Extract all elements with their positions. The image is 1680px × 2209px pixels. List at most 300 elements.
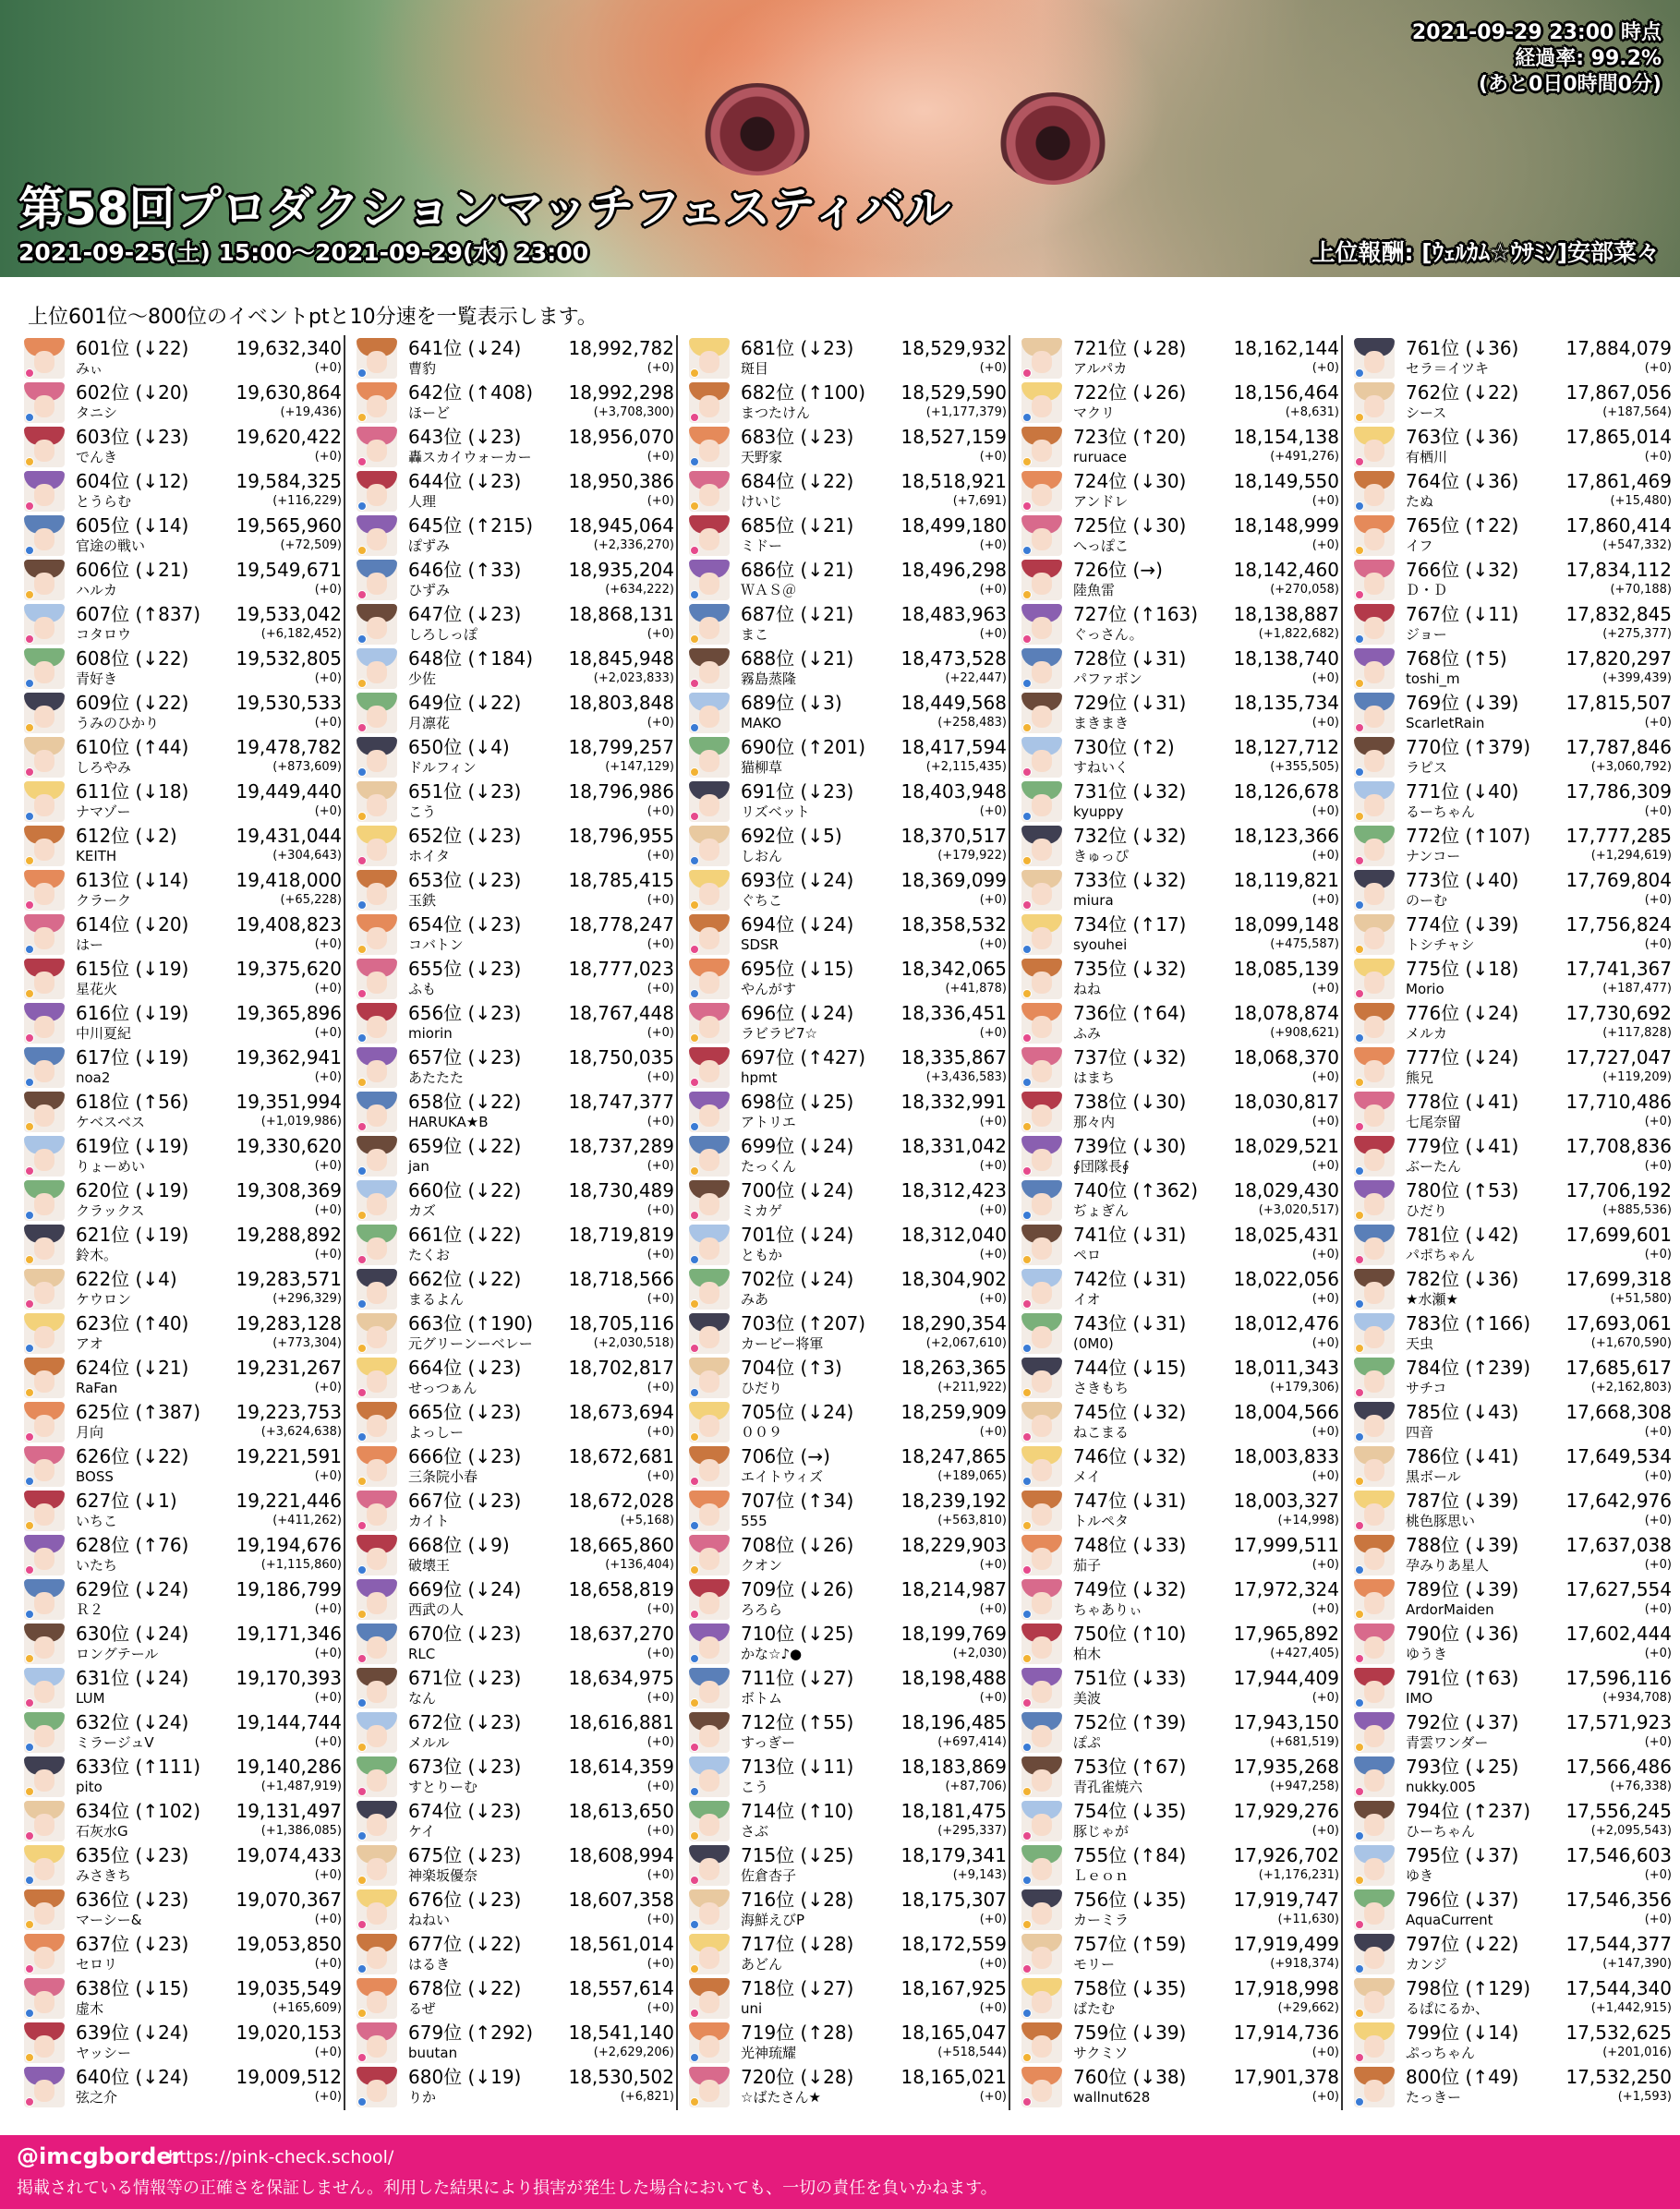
idol-avatar-icon <box>1354 604 1395 645</box>
player-name: しろしっぽ <box>408 626 478 643</box>
rank-label: 729位 (↓31) <box>1073 692 1187 714</box>
event-points: 18,868,131 <box>568 603 674 625</box>
idol-avatar-icon <box>689 826 730 866</box>
ranking-entry <box>24 690 349 734</box>
player-name: miorin <box>408 1025 453 1042</box>
rank-label: 739位 (↓30) <box>1073 1135 1187 1157</box>
ten-minute-gain: (+0) <box>1311 1159 1339 1173</box>
column-divider <box>676 335 678 2110</box>
ten-minute-gain: (+0) <box>314 2046 342 2059</box>
rank-label: 741位 (↓31) <box>1073 1224 1187 1246</box>
idol-avatar-icon <box>1021 1225 1062 1265</box>
idol-avatar-icon <box>1021 737 1062 778</box>
rank-label: 773位 (↓40) <box>1406 869 1519 891</box>
rank-label: 742位 (↓31) <box>1073 1268 1187 1290</box>
ranking-entry <box>1354 1709 1679 1754</box>
rank-label: 786位 (↓41) <box>1406 1445 1519 1467</box>
event-points: 18,167,925 <box>900 1977 1007 1999</box>
player-name: toshi_m <box>1406 670 1460 687</box>
ranking-entry <box>357 779 682 823</box>
ten-minute-gain: (+547,332) <box>1602 538 1672 552</box>
ten-minute-gain: (+0) <box>647 1070 674 1084</box>
ranking-entry <box>1021 335 1347 380</box>
idol-avatar-icon <box>689 1003 730 1044</box>
ten-minute-gain: (+399,439) <box>1602 671 1672 685</box>
player-name: まきまき <box>1073 715 1130 731</box>
ten-minute-gain: (+9,143) <box>952 1868 1007 1882</box>
rank-label: 743位 (↓31) <box>1073 1312 1187 1334</box>
attribute-badge-icon <box>1022 2053 1032 2062</box>
player-name: nukky.005 <box>1406 1779 1476 1795</box>
event-points: 18,358,532 <box>900 913 1007 936</box>
rank-label: 776位 (↓24) <box>1406 1002 1519 1024</box>
rank-label: 767位 (↓11) <box>1406 603 1519 625</box>
rank-label: 753位 (↑67) <box>1073 1756 1187 1778</box>
ten-minute-gain: (+0) <box>1311 1070 1339 1084</box>
rank-label: 781位 (↓42) <box>1406 1224 1519 1246</box>
idol-avatar-icon <box>24 1092 65 1132</box>
rank-label: 757位 (↑59) <box>1073 1933 1187 1955</box>
ranking-entry <box>1354 1931 1679 1975</box>
ranking-entry <box>24 1399 349 1443</box>
player-name: ほーど <box>408 404 451 421</box>
idol-avatar-icon <box>1354 1934 1395 1974</box>
attribute-badge-icon <box>690 1876 699 1885</box>
ranking-entry <box>357 1488 682 1532</box>
idol-avatar-icon <box>1021 515 1062 556</box>
rank-label: 787位 (↓39) <box>1406 1490 1519 1512</box>
event-points: 18,198,488 <box>900 1667 1007 1689</box>
attribute-badge-icon <box>690 413 699 422</box>
idol-avatar-icon <box>357 1712 397 1753</box>
attribute-badge-icon <box>1022 1964 1032 1974</box>
ten-minute-gain: (+8,631) <box>1285 405 1339 419</box>
player-name: すっぎー <box>741 1734 796 1751</box>
attribute-badge-icon <box>357 1787 367 1796</box>
rank-label: 770位 (↑379) <box>1406 736 1531 758</box>
ten-minute-gain: (+697,414) <box>937 1735 1007 1749</box>
player-name: jan <box>408 1158 429 1175</box>
player-name: ００９ <box>741 1424 783 1441</box>
ten-minute-gain: (+0) <box>1311 804 1339 818</box>
attribute-badge-icon <box>1355 812 1364 821</box>
ranking-entry <box>1354 1488 1679 1532</box>
ten-minute-gain: (+270,058) <box>1270 583 1339 597</box>
attribute-badge-icon <box>357 1964 367 1974</box>
attribute-badge-icon <box>1355 989 1364 998</box>
player-name: ナマゾー <box>76 803 131 820</box>
ranking-entry <box>24 1709 349 1754</box>
ranking-entry <box>1021 867 1347 911</box>
event-points: 18,518,921 <box>900 470 1007 492</box>
ten-minute-gain: (+634,222) <box>605 583 674 597</box>
ten-minute-gain: (+0) <box>647 1026 674 1040</box>
player-name: るーちゃん <box>1406 803 1476 820</box>
idol-avatar-icon <box>357 1845 397 1886</box>
event-points: 17,596,116 <box>1565 1667 1672 1689</box>
event-points: 19,070,367 <box>236 1889 342 1911</box>
ten-minute-gain: (+5,168) <box>620 1514 674 1527</box>
rank-label: 800位 (↑49) <box>1406 2066 1519 2088</box>
ten-minute-gain: (+1,177,379) <box>925 405 1007 419</box>
ranking-column <box>689 335 1014 2110</box>
attribute-badge-icon <box>1022 1565 1032 1575</box>
attribute-badge-icon <box>1022 1033 1032 1043</box>
event-points: 18,403,948 <box>900 780 1007 803</box>
player-name: 破壊王 <box>408 1557 451 1574</box>
rank-label: 611位 (↓18) <box>76 780 189 803</box>
attribute-badge-icon <box>1022 1610 1032 1619</box>
ten-minute-gain: (+0) <box>979 2001 1007 2015</box>
event-points: 18,239,192 <box>900 1490 1007 1512</box>
ten-minute-gain: (+0) <box>647 1602 674 1616</box>
event-points: 18,068,370 <box>1233 1046 1339 1068</box>
ranking-column <box>24 335 349 2110</box>
rank-label: 674位 (↓23) <box>408 1800 522 1822</box>
player-name: イオ <box>1073 1291 1101 1308</box>
attribute-badge-icon <box>25 457 34 466</box>
event-points: 19,221,591 <box>236 1445 342 1467</box>
player-name: ScarletRain <box>1406 715 1485 731</box>
idol-avatar-icon <box>1354 1624 1395 1664</box>
ranking-entry <box>24 513 349 557</box>
idol-avatar-icon <box>689 1978 730 2019</box>
attribute-badge-icon <box>1022 1477 1032 1486</box>
ten-minute-gain: (+0) <box>314 937 342 951</box>
rank-label: 696位 (↓24) <box>741 1002 854 1024</box>
footer-handle: @imcgborder <box>17 2143 183 2169</box>
ranking-entry <box>1021 601 1347 646</box>
idol-avatar-icon <box>357 1535 397 1575</box>
rank-label: 628位 (↑76) <box>76 1534 189 1556</box>
rank-label: 630位 (↓24) <box>76 1623 189 1645</box>
attribute-badge-icon <box>1355 1299 1364 1309</box>
event-points: 19,194,676 <box>236 1534 342 1556</box>
player-name: モリー <box>1073 1956 1116 1973</box>
ten-minute-gain: (+0) <box>1311 1691 1339 1705</box>
event-points: 18,613,650 <box>568 1800 674 1822</box>
ranking-column <box>1354 335 1679 2110</box>
idol-avatar-icon <box>1354 826 1395 866</box>
ten-minute-gain: (+491,276) <box>1270 450 1339 464</box>
ranking-entry <box>357 2064 682 2108</box>
attribute-badge-icon <box>1355 546 1364 555</box>
event-points: 17,919,747 <box>1233 1889 1339 1911</box>
idol-avatar-icon <box>689 1092 730 1132</box>
idol-avatar-icon <box>1354 1712 1395 1753</box>
ranking-entry <box>689 867 1014 911</box>
idol-avatar-icon <box>689 560 730 600</box>
player-name: 月凛花 <box>408 715 451 731</box>
player-name: いたち <box>76 1557 118 1574</box>
attribute-badge-icon <box>1355 368 1364 378</box>
event-points: 19,532,805 <box>236 647 342 670</box>
event-points: 18,119,821 <box>1233 869 1339 891</box>
event-points: 18,183,869 <box>900 1756 1007 1778</box>
rank-label: 652位 (↓23) <box>408 825 522 847</box>
ranking-entry <box>1021 779 1347 823</box>
idol-avatar-icon <box>24 1624 65 1664</box>
rank-label: 627位 (↓1) <box>76 1490 177 1512</box>
ten-minute-gain: (+0) <box>1311 1336 1339 1350</box>
idol-avatar-icon <box>1354 560 1395 600</box>
idol-avatar-icon <box>1354 1136 1395 1177</box>
rank-label: 693位 (↓24) <box>741 869 854 891</box>
idol-avatar-icon <box>689 604 730 645</box>
ranking-entry <box>24 1266 349 1310</box>
attribute-badge-icon <box>1355 2053 1364 2062</box>
player-name: 元グリーンーベレー <box>408 1335 533 1352</box>
ten-minute-gain: (+0) <box>1644 1159 1672 1173</box>
ranking-entry <box>1354 1576 1679 1621</box>
attribute-badge-icon <box>1022 413 1032 422</box>
idol-avatar-icon <box>24 1801 65 1841</box>
player-name: タニシ <box>76 404 118 421</box>
attribute-badge-icon <box>25 368 34 378</box>
idol-avatar-icon <box>357 737 397 778</box>
idol-avatar-icon <box>1354 1003 1395 1044</box>
idol-avatar-icon <box>689 914 730 955</box>
event-points: 18,527,159 <box>900 426 1007 448</box>
attribute-badge-icon <box>25 1078 34 1087</box>
rank-label: 650位 (↓4) <box>408 736 510 758</box>
rank-label: 679位 (↑292) <box>408 2022 534 2044</box>
event-points: 18,165,047 <box>900 2022 1007 2044</box>
ten-minute-gain: (+947,258) <box>1270 1780 1339 1793</box>
idol-avatar-icon <box>1354 1446 1395 1487</box>
player-name: ボトム <box>741 1690 783 1707</box>
rank-label: 672位 (↓23) <box>408 1711 522 1733</box>
event-points: 18,473,528 <box>900 647 1007 670</box>
player-name: HARUKA★B <box>408 1114 489 1130</box>
attribute-badge-icon <box>357 1344 367 1353</box>
ten-minute-gain: (+0) <box>1311 849 1339 863</box>
event-points: 17,965,892 <box>1233 1623 1339 1645</box>
player-name: buutan <box>408 2045 458 2061</box>
player-name: ナンコー <box>1406 848 1461 864</box>
attribute-badge-icon <box>357 679 367 688</box>
ranking-entry <box>1354 1621 1679 1665</box>
ten-minute-gain: (+0) <box>979 893 1007 907</box>
event-points: 19,053,850 <box>236 1933 342 1955</box>
ten-minute-gain: (+15,480) <box>1610 494 1672 508</box>
event-points: 17,637,038 <box>1565 1534 1672 1556</box>
ranking-entry <box>1354 1310 1679 1355</box>
event-points: 18,078,874 <box>1233 1002 1339 1024</box>
attribute-badge-icon <box>690 1255 699 1264</box>
player-name: マクリ <box>1073 404 1116 421</box>
player-name: ケウロン <box>76 1291 132 1308</box>
idol-avatar-icon <box>1021 914 1062 955</box>
ten-minute-gain: (+7,691) <box>952 494 1007 508</box>
attribute-badge-icon <box>1355 1521 1364 1530</box>
idol-avatar-icon <box>1021 1402 1062 1442</box>
player-name: るぜ <box>408 2000 436 2017</box>
ranking-entry <box>1354 1222 1679 1266</box>
rank-label: 609位 (↓22) <box>76 692 189 714</box>
idol-avatar-icon <box>24 1668 65 1708</box>
ten-minute-gain: (+0) <box>314 1735 342 1749</box>
rank-label: 791位 (↑63) <box>1406 1667 1519 1689</box>
ranking-entry <box>24 1887 349 1931</box>
event-points: 17,929,276 <box>1233 1800 1339 1822</box>
ranking-entry <box>689 1177 1014 1222</box>
rank-label: 602位 (↓20) <box>76 381 189 404</box>
rank-label: 664位 (↓23) <box>408 1357 522 1379</box>
ten-minute-gain: (+0) <box>1644 1469 1672 1483</box>
ten-minute-gain: (+0) <box>647 1292 674 1306</box>
ranking-entry <box>357 1931 682 1975</box>
event-points: 18,778,247 <box>568 913 674 936</box>
player-name: まつたけん <box>741 404 811 421</box>
attribute-badge-icon <box>1022 1122 1032 1131</box>
rank-label: 619位 (↓19) <box>76 1135 189 1157</box>
player-name: ぐっさん。 <box>1073 626 1143 643</box>
player-name: RaFan <box>76 1380 118 1396</box>
ranking-entry <box>24 1842 349 1887</box>
event-points: 18,737,289 <box>568 1135 674 1157</box>
ten-minute-gain: (+0) <box>314 1647 342 1660</box>
player-name: AquaCurrent <box>1406 1912 1493 1928</box>
idol-avatar-icon <box>1354 959 1395 999</box>
attribute-badge-icon <box>690 1743 699 1752</box>
event-points: 18,541,140 <box>568 2022 674 2044</box>
event-points: 18,154,138 <box>1233 426 1339 448</box>
idol-avatar-icon <box>357 2067 397 2107</box>
ten-minute-gain: (+0) <box>979 1602 1007 1616</box>
attribute-badge-icon <box>1022 1831 1032 1841</box>
event-points: 17,571,923 <box>1565 1711 1672 1733</box>
rank-label: 778位 (↓41) <box>1406 1091 1519 1113</box>
rank-label: 687位 (↓21) <box>741 603 854 625</box>
idol-avatar-icon <box>24 604 65 645</box>
ten-minute-gain: (+0) <box>314 1913 342 1926</box>
event-points: 18,796,986 <box>568 780 674 803</box>
player-name: 曹豹 <box>408 360 437 377</box>
idol-avatar-icon <box>689 1889 730 1930</box>
ten-minute-gain: (+0) <box>1644 1514 1672 1527</box>
idol-avatar-icon <box>357 1047 397 1088</box>
rank-label: 772位 (↑107) <box>1406 825 1531 847</box>
ten-minute-gain: (+0) <box>647 450 674 464</box>
rank-label: 657位 (↓23) <box>408 1046 522 1068</box>
event-points: 18,529,590 <box>900 381 1007 404</box>
idol-avatar-icon <box>1021 1756 1062 1797</box>
rank-label: 701位 (↓24) <box>741 1224 854 1246</box>
event-points: 19,620,422 <box>236 426 342 448</box>
event-points: 19,351,994 <box>236 1091 342 1113</box>
attribute-badge-icon <box>25 1255 34 1264</box>
ranking-entry <box>357 1222 682 1266</box>
ten-minute-gain: (+0) <box>979 538 1007 552</box>
ten-minute-gain: (+0) <box>1311 893 1339 907</box>
idol-avatar-icon <box>1021 1934 1062 1974</box>
event-points: 18,011,343 <box>1233 1357 1339 1379</box>
player-name: ドルフィン <box>408 759 477 776</box>
event-points: 19,186,799 <box>236 1578 342 1600</box>
attribute-badge-icon <box>1355 1964 1364 1974</box>
idol-avatar-icon <box>689 1136 730 1177</box>
player-name: かな☆♪● <box>741 1646 803 1662</box>
ten-minute-gain: (+2,067,610) <box>925 1336 1007 1350</box>
rank-label: 798位 (↑129) <box>1406 1977 1531 1999</box>
ranking-entry <box>1354 557 1679 601</box>
event-points: 17,815,507 <box>1565 692 1672 714</box>
player-name: 有栖川 <box>1406 449 1448 465</box>
idol-avatar-icon <box>357 1889 397 1930</box>
rank-label: 618位 (↑56) <box>76 1091 189 1113</box>
ranking-entry <box>357 1842 682 1887</box>
rank-label: 626位 (↓22) <box>76 1445 189 1467</box>
rank-label: 682位 (↑100) <box>741 381 866 404</box>
ranking-entry <box>1021 1931 1347 1975</box>
player-name: パポちゃん <box>1406 1247 1476 1263</box>
rank-label: 760位 (↓38) <box>1073 2066 1187 2088</box>
attribute-badge-icon <box>1355 590 1364 599</box>
attribute-badge-icon <box>357 1432 367 1442</box>
idol-avatar-icon <box>1021 1978 1062 2019</box>
rank-label: 635位 (↓23) <box>76 1844 189 1866</box>
attribute-badge-icon <box>1022 546 1032 555</box>
attribute-badge-icon <box>690 501 699 511</box>
player-name: 天野家 <box>741 449 783 465</box>
player-name: ペロ <box>1073 1247 1102 1263</box>
event-points: 18,992,782 <box>568 337 674 359</box>
event-points: 19,630,864 <box>236 381 342 404</box>
attribute-badge-icon <box>25 1610 34 1619</box>
player-name: kyuppy <box>1073 803 1124 820</box>
player-name: コタロウ <box>76 626 132 643</box>
ranking-entry <box>1021 1000 1347 1044</box>
ranking-entry <box>689 468 1014 513</box>
player-name: ゆき <box>1406 1867 1434 1884</box>
rank-label: 747位 (↓31) <box>1073 1490 1187 1512</box>
attribute-badge-icon <box>357 1388 367 1397</box>
event-points: 17,668,308 <box>1565 1401 1672 1423</box>
player-name: uni <box>741 2000 763 2017</box>
attribute-badge-icon <box>1022 856 1032 865</box>
ten-minute-gain: (+0) <box>647 937 674 951</box>
ranking-entry <box>24 911 349 956</box>
ten-minute-gain: (+0) <box>1644 1735 1672 1749</box>
ten-minute-gain: (+0) <box>647 2001 674 2015</box>
footer-url-link[interactable]: https://pink-check.school/ <box>168 2147 394 2167</box>
rank-label: 671位 (↓23) <box>408 1667 522 1689</box>
ten-minute-gain: (+0) <box>647 1115 674 1129</box>
player-name: ぽずみ <box>408 537 451 554</box>
ten-minute-gain: (+22,447) <box>945 671 1007 685</box>
ranking-entry <box>1354 424 1679 468</box>
ten-minute-gain: (+0) <box>314 1026 342 1040</box>
idol-avatar-icon <box>357 1003 397 1044</box>
idol-avatar-icon <box>357 1225 397 1265</box>
rank-label: 659位 (↓22) <box>408 1135 522 1157</box>
player-name: あどん <box>741 1956 783 1973</box>
event-points: 18,702,817 <box>568 1357 674 1379</box>
attribute-badge-icon <box>1355 945 1364 954</box>
idol-avatar-icon <box>24 1402 65 1442</box>
rank-label: 666位 (↓23) <box>408 1445 522 1467</box>
idol-avatar-icon <box>357 1446 397 1487</box>
player-name: ろろら <box>741 1601 783 1618</box>
ranking-entry <box>689 1975 1014 2020</box>
event-points: 19,431,044 <box>236 825 342 847</box>
ranking-entry <box>1354 1665 1679 1709</box>
rank-label: 762位 (↓22) <box>1406 381 1519 404</box>
ranking-entry <box>689 1310 1014 1355</box>
idol-avatar-icon <box>357 781 397 822</box>
idol-avatar-icon <box>24 338 65 379</box>
